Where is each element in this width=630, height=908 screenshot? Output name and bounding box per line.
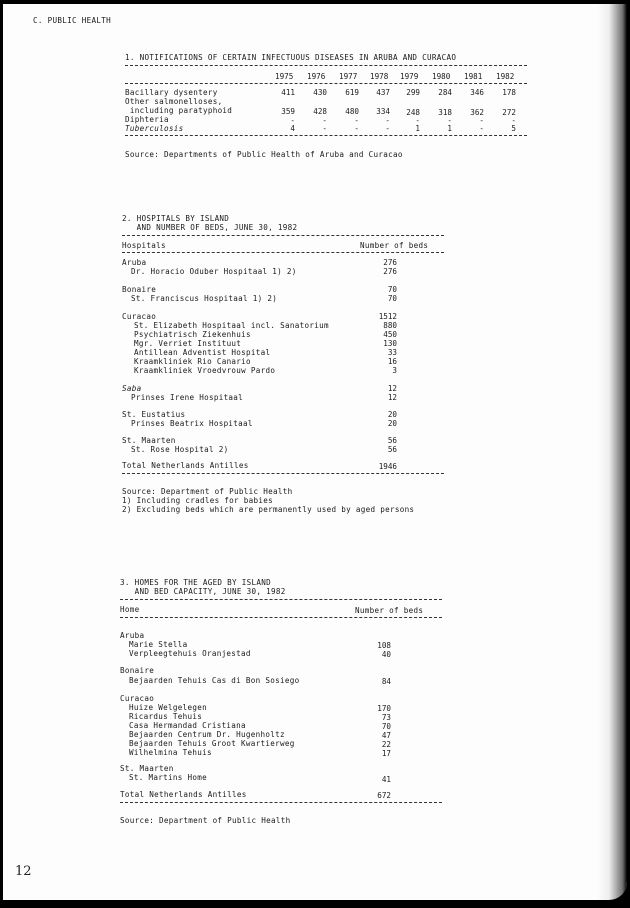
table2-source: Source: Department of Public Health: [122, 487, 293, 496]
cell: -: [415, 116, 420, 125]
home-beds: 40: [381, 650, 391, 659]
table2-title-line1: 2. HOSPITALS BY ISLAND: [122, 214, 230, 223]
row-label: Bacillary dysentery: [125, 88, 218, 97]
hospital-name: Prinses Irene Hospitaal: [131, 393, 244, 402]
hospital-name: St. Elizabeth Hospitaal incl. Sanatorium: [134, 321, 329, 330]
cell: 248: [406, 108, 420, 117]
home-name: Marie Stella: [129, 640, 188, 649]
year-header: 1981: [464, 72, 483, 81]
island-label: Bonaire: [122, 285, 157, 294]
cell: 359: [281, 107, 295, 116]
hospital-name: Psychiatrisch Ziekenhuis: [134, 330, 251, 339]
hospital-beds: 33: [387, 348, 397, 357]
cell: -: [447, 116, 452, 125]
cell: 428: [313, 107, 327, 116]
cell: 299: [406, 88, 420, 97]
home-name: St. Martins Home: [129, 773, 207, 782]
cell: -: [322, 116, 327, 125]
home-beds: 170: [377, 704, 391, 713]
page-edge-shadow: [597, 4, 627, 900]
table3-source: Source: Department of Public Health: [120, 816, 291, 825]
home-beds: 108: [377, 641, 391, 650]
divider: [120, 617, 442, 618]
table3-title-line1: 3. HOMES FOR THE AGED BY ISLAND: [120, 578, 272, 587]
home-beds: 70: [381, 722, 391, 731]
year-header: 1980: [432, 72, 451, 81]
cell: 1: [447, 124, 452, 133]
island-label: Bonaire: [120, 666, 155, 675]
home-beds: 84: [381, 677, 391, 686]
island-total: 20: [387, 410, 397, 419]
hospital-beds: 56: [387, 445, 397, 454]
home-name: Huize Welgelegen: [129, 703, 207, 712]
hospital-beds: 70: [387, 294, 397, 303]
island-label: St. Maarten: [120, 764, 174, 773]
cell: -: [354, 116, 359, 125]
cell: 619: [345, 88, 359, 97]
island-total: 70: [387, 285, 397, 294]
hospital-name: Dr. Horacio Oduber Hospitaal 1) 2): [131, 267, 297, 276]
cell: -: [511, 116, 516, 125]
divider: [120, 599, 442, 600]
page-number: 12: [15, 864, 32, 879]
row-label: Tuberculosis: [125, 124, 184, 133]
cell: 284: [438, 88, 452, 97]
home-beds: 22: [381, 740, 391, 749]
total-label: Total Netherlands Antilles: [120, 790, 247, 799]
divider: [120, 802, 442, 803]
hospital-name: Mgr. Verriet Instituut: [134, 339, 242, 348]
island-label: Saba: [122, 384, 142, 393]
hospital-name: St. Rose Hospital 2): [131, 445, 229, 454]
hospital-name: Prinses Beatrix Hospitaal: [131, 419, 253, 428]
cell: 362: [470, 108, 484, 117]
table2-title-line2: AND NUMBER OF BEDS, JUNE 30, 1982: [122, 223, 298, 232]
total-value: 672: [377, 791, 391, 800]
hospital-beds: 130: [383, 339, 397, 348]
cell: -: [385, 124, 390, 133]
year-header: 1982: [496, 72, 515, 81]
table3-title-line2: AND BED CAPACITY, JUNE 30, 1982: [120, 587, 286, 596]
hospital-beds: 12: [387, 393, 397, 402]
home-name: Ricardus Tehuis: [129, 712, 203, 721]
cell: 346: [470, 88, 484, 97]
island-label: Aruba: [122, 258, 147, 267]
row-label: Diphteria: [125, 115, 169, 124]
home-beds: 47: [381, 731, 391, 740]
table2-note1: 1) Including cradles for babies: [122, 496, 274, 505]
island-total: 56: [387, 436, 397, 445]
cell: 272: [502, 108, 516, 117]
divider: [125, 83, 527, 84]
hospital-beds: 3: [392, 366, 397, 375]
cell: 411: [281, 88, 295, 97]
divider: [122, 235, 444, 236]
cell: 430: [313, 88, 327, 97]
year-header: 1977: [339, 72, 358, 81]
table2-note2: 2) Excluding beds which are permanently used by aged persons: [122, 505, 415, 514]
cell: -: [354, 124, 359, 133]
home-beds: 41: [381, 775, 391, 784]
divider: [125, 65, 527, 66]
cell: 437: [376, 88, 390, 97]
cell: 4: [290, 124, 295, 133]
hospital-beds: 20: [387, 419, 397, 428]
cell: 5: [511, 124, 516, 133]
cell: 178: [502, 88, 516, 97]
year-header: 1975: [275, 72, 294, 81]
row-label: including paratyphoid: [125, 106, 233, 115]
home-name: Bejaarden Centrum Dr. Hugenholtz: [129, 730, 285, 739]
document-page: [3, 4, 627, 900]
year-header: 1978: [370, 72, 389, 81]
divider: [122, 252, 444, 253]
section-header: C. PUBLIC HEALTH: [33, 16, 111, 25]
home-name: Bejaarden Tehuis Groot Kwartierweg: [129, 739, 295, 748]
home-name: Bejaarden Tehuis Cas di Bon Sosiego: [129, 676, 300, 685]
island-label: Curacao: [122, 312, 157, 321]
hospital-beds: 276: [383, 267, 397, 276]
cell: 480: [345, 107, 359, 116]
cell: -: [479, 124, 484, 133]
cell: -: [385, 116, 390, 125]
hospital-beds: 880: [383, 321, 397, 330]
table1-source: Source: Departments of Public Health of Aruba and Curacao: [125, 150, 403, 159]
hospital-name: Kraamkliniek Rio Canario: [134, 357, 251, 366]
island-label: Aruba: [120, 631, 145, 640]
divider: [125, 135, 527, 136]
island-total: 276: [383, 258, 397, 267]
total-label: Total Netherlands Antilles: [122, 461, 249, 470]
col-header-beds: Number of beds: [355, 606, 424, 615]
hospital-beds: 16: [387, 357, 397, 366]
island-total: 12: [387, 384, 397, 393]
island-label: Curacao: [120, 694, 155, 703]
island-total: 1512: [378, 312, 397, 321]
home-name: Wilhelmina Tehuis: [129, 748, 212, 757]
cell: -: [322, 124, 327, 133]
year-header: 1979: [400, 72, 419, 81]
hospital-name: St. Franciscus Hospitaal 1) 2): [131, 294, 278, 303]
island-label: St. Maarten: [122, 436, 176, 445]
cell: -: [290, 116, 295, 125]
cell: 334: [376, 107, 390, 116]
table1-title: 1. NOTIFICATIONS OF CERTAIN INFECTUOUS DISEASES IN ARUBA AND CURACAO: [125, 53, 457, 62]
total-value: 1946: [378, 462, 397, 471]
cell: 318: [438, 108, 452, 117]
home-beds: 73: [381, 713, 391, 722]
cell: 1: [415, 124, 420, 133]
divider: [122, 473, 444, 474]
home-name: Verpleegtehuis Oranjestad: [129, 649, 251, 658]
year-header: 1976: [307, 72, 326, 81]
col-header-home: Home: [120, 605, 140, 614]
hospital-beds: 450: [383, 330, 397, 339]
col-header-beds: Number of beds: [360, 241, 429, 250]
hospital-name: Kraamkliniek Vroedvrouw Pardo: [134, 366, 276, 375]
home-beds: 17: [381, 749, 391, 758]
cell: -: [479, 116, 484, 125]
hospital-name: Antillean Adventist Hospital: [134, 348, 271, 357]
island-label: St. Eustatius: [122, 410, 186, 419]
home-name: Casa Hermandad Cristiana: [129, 721, 246, 730]
row-label: Other salmonelloses,: [125, 97, 223, 106]
col-header-hospitals: Hospitals: [122, 241, 166, 250]
